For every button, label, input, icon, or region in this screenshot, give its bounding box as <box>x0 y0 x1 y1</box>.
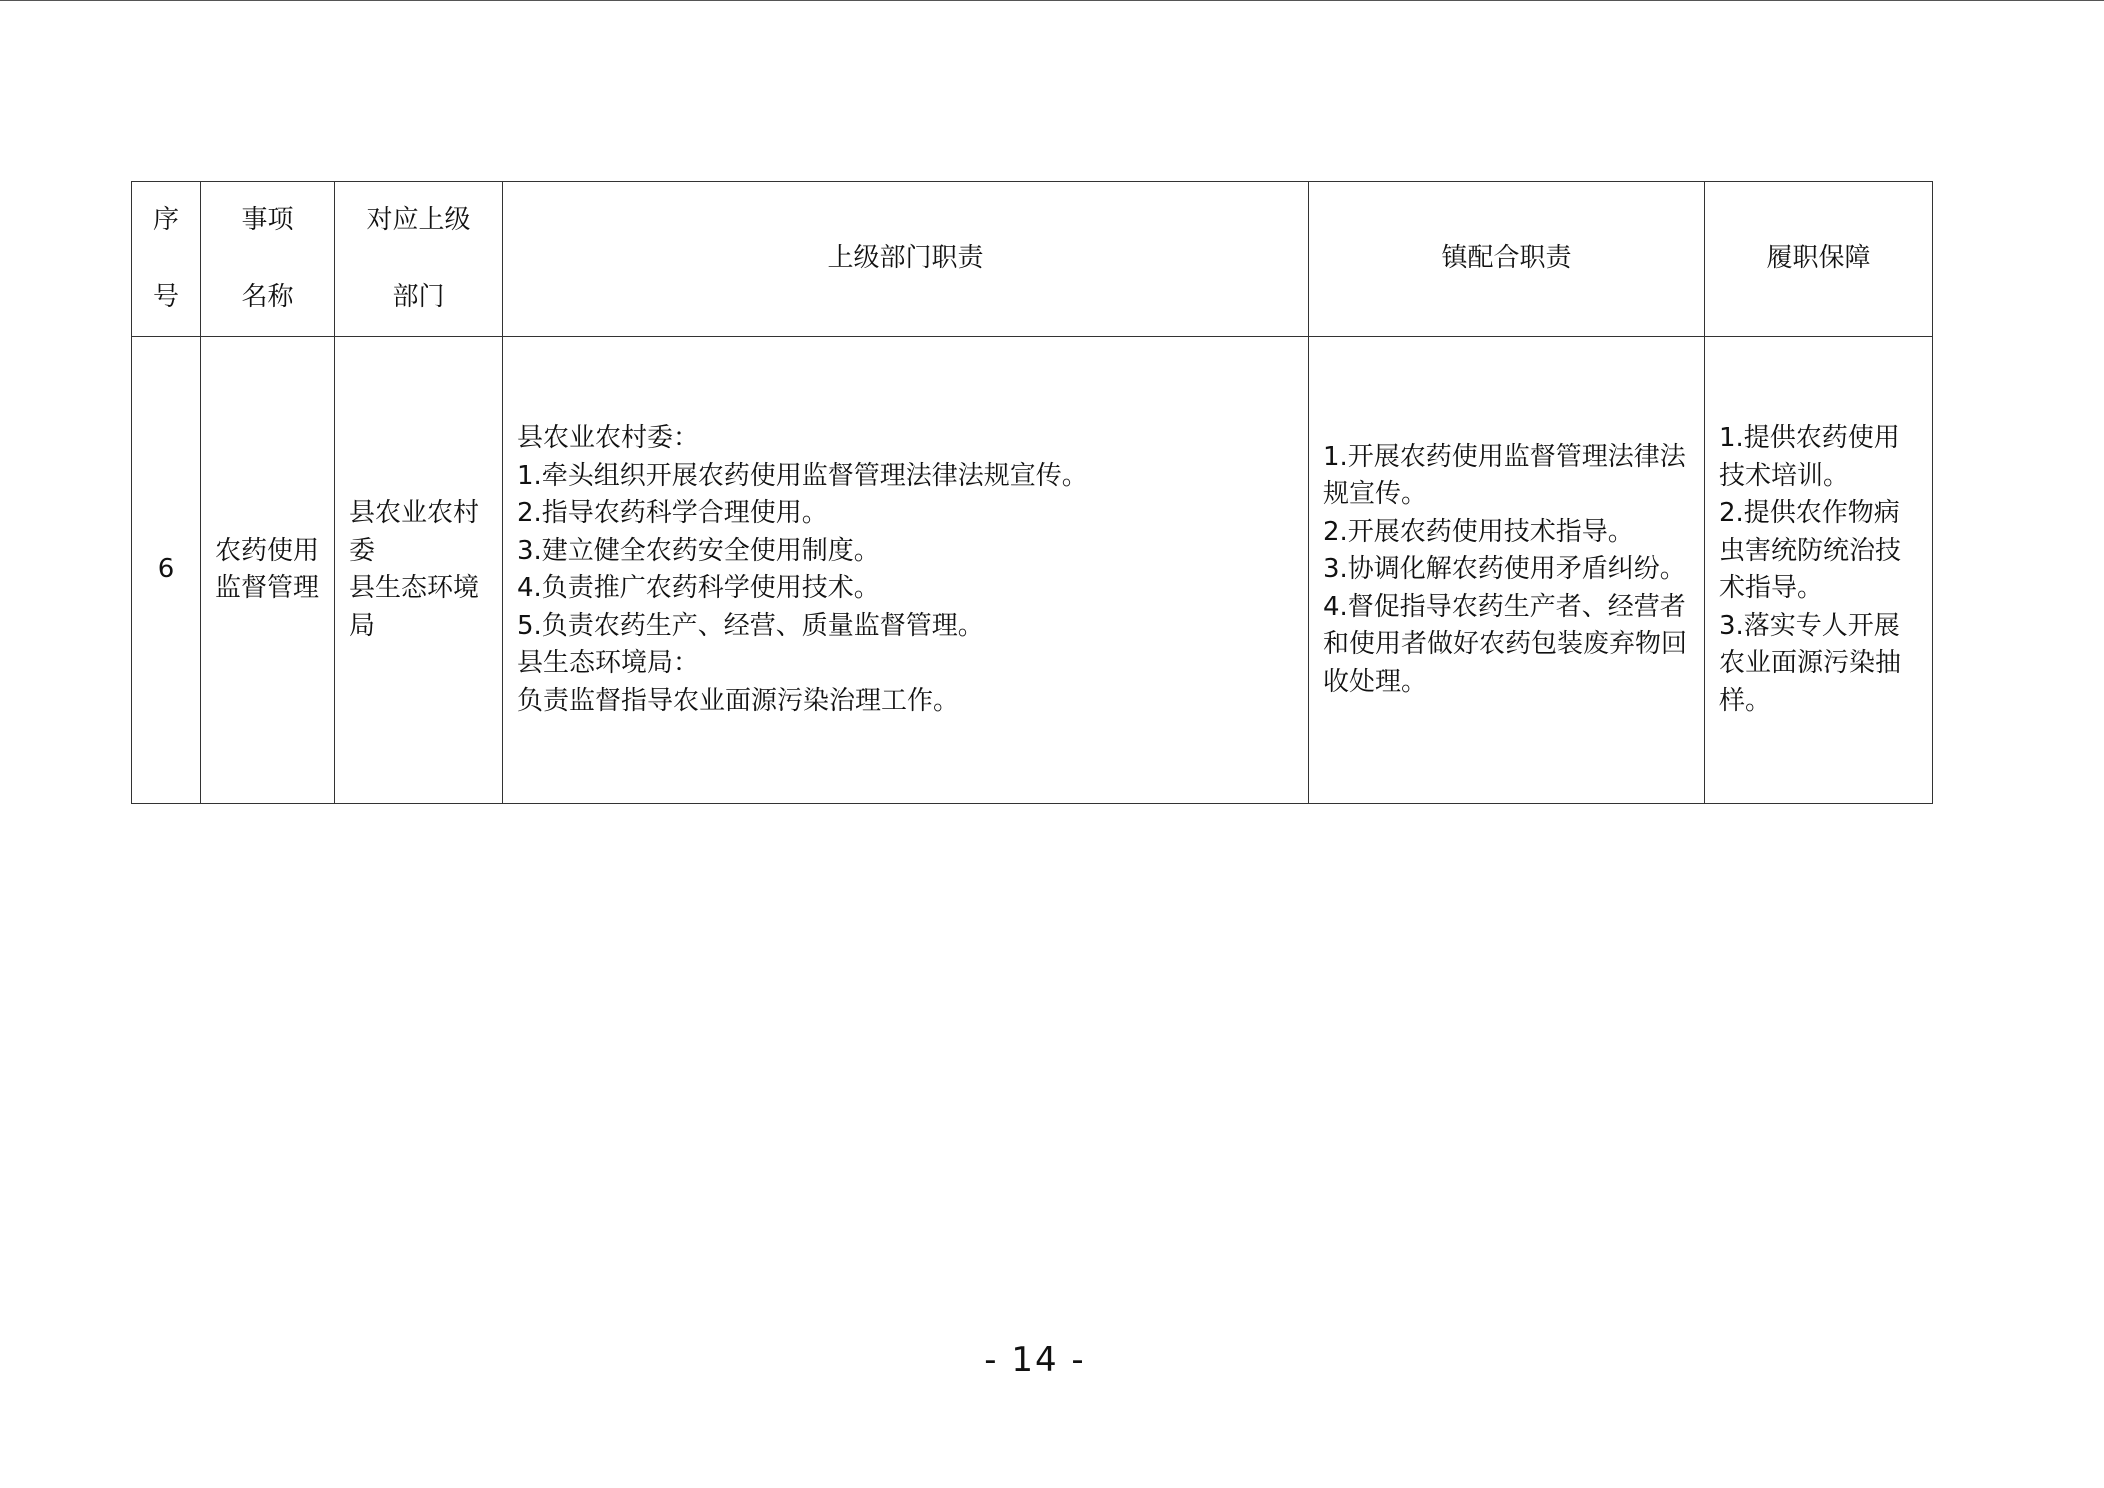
guarantee-line: 术指导。 <box>1719 573 1824 603</box>
upper-duty-line: 县农业农村委： <box>517 423 700 453</box>
item-name-line: 农药使用 <box>215 535 320 566</box>
town-duty-line: 3.协调化解农药使用矛盾纠纷。 <box>1323 554 1686 585</box>
header-item-name-line: 事项 <box>241 204 294 235</box>
item-name-line: 监督管理 <box>215 573 320 603</box>
header-upper-dept-line: 部门 <box>392 282 445 312</box>
upper-dept-line: 县农业农村 <box>349 498 480 528</box>
header-seq-line: 号 <box>152 282 179 312</box>
header-row <box>132 182 1933 337</box>
cell-town-duty <box>1309 337 1705 804</box>
page-top-rule <box>0 0 2104 1</box>
upper-duty-line: 5.负责农药生产、经营、质量监督管理。 <box>517 610 984 641</box>
town-duty-line: 1.开展农药使用监督管理法律法 <box>1323 441 1686 472</box>
upper-duty-line: 4.负责推广农药科学使用技术。 <box>517 573 880 603</box>
upper-dept-line: 局 <box>349 610 376 641</box>
header-upper-dept <box>335 182 503 337</box>
cell-upper-duty <box>503 337 1309 804</box>
header-seq-line: 序 <box>152 204 179 235</box>
guarantee-line: 3.落实专人开展 <box>1719 610 1900 641</box>
upper-duty-line: 2.指导农药科学合理使用。 <box>517 498 828 528</box>
guarantee-line: 样。 <box>1719 685 1772 716</box>
header-seq <box>132 182 201 337</box>
table-header <box>132 182 1933 337</box>
upper-duty-line: 3.建立健全农药安全使用制度。 <box>517 535 880 566</box>
upper-duty-line: 1.牵头组织开展农药使用监督管理法律法规宣传。 <box>517 460 1088 491</box>
upper-duty-line: 负责监督指导农业面源污染治理工作。 <box>517 685 960 716</box>
town-duty-line: 2.开展农药使用技术指导。 <box>1323 516 1634 547</box>
duty-table <box>131 181 1933 804</box>
table-row <box>132 337 1933 804</box>
guarantee-line: 虫害统防统治技 <box>1719 535 1902 566</box>
header-item-name <box>201 182 335 337</box>
header-item-name-line: 名称 <box>241 282 294 312</box>
town-duty-line: 4.督促指导农药生产者、经营者 <box>1323 591 1686 622</box>
header-upper-duty: 上级部门职责 <box>503 182 1309 337</box>
guarantee-line: 2.提供农作物病 <box>1719 498 1900 528</box>
guarantee-line: 农业面源污染抽 <box>1719 648 1902 678</box>
cell-guarantee <box>1705 337 1933 804</box>
header-town-duty: 镇配合职责 <box>1309 182 1705 337</box>
header-guarantee: 履职保障 <box>1705 182 1933 337</box>
town-duty-line: 规宣传。 <box>1323 479 1428 510</box>
cell-item-name <box>201 337 335 804</box>
town-duty-line: 收处理。 <box>1323 666 1428 697</box>
header-upper-dept-line: 对应上级 <box>366 204 471 235</box>
upper-duty-line: 县生态环境局： <box>517 648 700 678</box>
cell-seq: 6 <box>132 337 201 804</box>
page-number: - 14 - <box>984 1340 1086 1380</box>
guarantee-line: 1.提供农药使用 <box>1719 423 1900 453</box>
cell-upper-dept <box>335 337 503 804</box>
upper-dept-line: 县生态环境 <box>349 573 480 603</box>
table-body <box>132 337 1933 804</box>
upper-dept-line: 委 <box>349 535 376 566</box>
guarantee-line: 技术培训。 <box>1719 460 1850 491</box>
town-duty-line: 和使用者做好农药包装废弃物回 <box>1323 629 1688 660</box>
